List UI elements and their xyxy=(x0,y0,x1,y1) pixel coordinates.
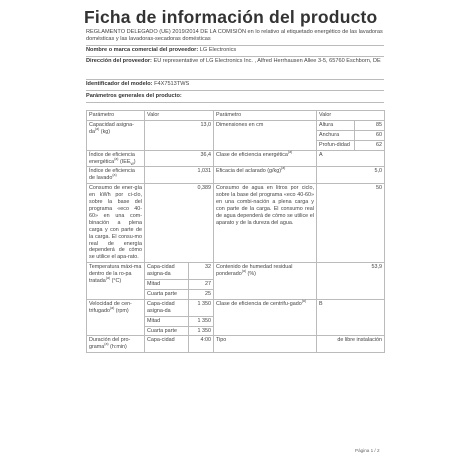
header-value: Valor xyxy=(145,111,214,121)
duration-label: Duración del pro-grama$^{(a)}$ (h:min) xyxy=(87,336,145,353)
temp-quarter-label: Cuarta parte xyxy=(145,289,189,299)
moisture-value: 53,9 xyxy=(317,263,385,300)
spin-half-value: 1 350 xyxy=(189,316,214,326)
width-label: Anchura xyxy=(317,130,355,140)
duration-capacity-value: 4:00 xyxy=(189,336,214,353)
temp-half-value: 27 xyxy=(189,280,214,290)
table-row xyxy=(87,184,385,263)
regulation-text: REGLAMENTO DELEGADO (UE) 2019/2014 DE LA COMISIÓN en lo relativo al etiquetado energético de las lavadoras domésticas y las lavadoras-secadoras domésticas xyxy=(86,29,383,43)
page-title: Ficha de información del producto xyxy=(84,7,378,27)
general-params-label: Parámetros generales del producto: xyxy=(86,93,182,99)
spin-class-label: Clase de eficiencia de centrifu-gado$^{(a)}$ xyxy=(214,299,317,336)
type-value: de libre instalación xyxy=(317,336,385,353)
spin-half-label: Mitad xyxy=(145,316,189,326)
divider xyxy=(86,45,384,46)
height-label: Altura xyxy=(317,120,355,130)
capacity-value: 13,0 xyxy=(145,120,214,150)
temp-capacity-value: 32 xyxy=(189,263,214,280)
eei-value: 36,4 xyxy=(145,150,214,167)
moisture-label: Contenido de humedad residual ponderado$^{(a)}$ (%) xyxy=(214,263,317,300)
water-consumption-label: Consumo de agua en litros por ciclo, sobre la base del programa «eco 40-60» en una combi-nación a plena carga y con parte de la carga. El consumo real de agua dependerá de cómo se utilice el aparato y de la dureza del agua. xyxy=(214,184,317,263)
page-number: Página 1 / 2 xyxy=(355,448,380,453)
model-label: Identificador del modelo: xyxy=(86,81,153,87)
table-row xyxy=(87,167,385,184)
spin-class-value: B xyxy=(317,299,385,336)
height-value: 85 xyxy=(355,120,385,130)
spin-quarter-value: 1 350 xyxy=(189,326,214,336)
width-value: 60 xyxy=(355,130,385,140)
divider xyxy=(86,90,384,91)
address-row xyxy=(86,58,384,65)
supplier-value: LG Electronics xyxy=(199,47,237,53)
spin-label: Velocidad de cen-trifugado$^{(a)}$ (rpm) xyxy=(87,299,145,336)
eei-label: Índice de eficiencia energética$^{(a)}$ $(IEE_W)$ xyxy=(87,150,145,167)
address-label: Dirección del proveedor: xyxy=(86,58,152,64)
depth-label: Profun-didad xyxy=(317,140,355,150)
duration-capacity-label: Capa-cidad xyxy=(145,336,189,353)
temp-half-label: Mitad xyxy=(145,280,189,290)
divider xyxy=(86,79,384,80)
rinsing-label: Eficacia del aclarado $(g/kg)^{(a)}$ xyxy=(214,167,317,184)
table-header-row xyxy=(87,111,385,121)
general-params-row xyxy=(86,93,384,100)
rinsing-value: 5,0 xyxy=(317,167,385,184)
divider xyxy=(86,56,384,57)
model-row xyxy=(86,81,384,88)
table-row xyxy=(87,150,385,167)
type-label: Tipo xyxy=(214,336,317,353)
supplier-label: Nombre o marca comercial del proveedor: xyxy=(86,47,199,53)
table-row xyxy=(87,120,385,130)
energy-consumption-label: Consumo de ener-gía en kWh por ci-clo, sobre la base del programa «eco 40-60» en una com-binación a plena carga y con parte de la carga. El consu-mo real de energía dependerá de cómo se utilice el apa-rato. xyxy=(87,184,145,263)
spin-quarter-label: Cuarta parte xyxy=(145,326,189,336)
temp-quarter-value: 25 xyxy=(189,289,214,299)
spin-capacity-value: 1 350 xyxy=(189,299,214,316)
depth-value: 62 xyxy=(355,140,385,150)
supplier-row xyxy=(86,47,384,54)
table-row xyxy=(87,299,385,316)
washing-label: Índice de eficiencia de lavado$^{(a)}$ xyxy=(87,167,145,184)
temperature-label: Temperatura máxi-ma dentro de la ro-pa tratada$^{(a)}$ (°C) xyxy=(87,263,145,300)
temp-capacity-label: Capa-cidad asigna-da xyxy=(145,263,189,280)
spin-capacity-label: Capa-cidad asigna-da xyxy=(145,299,189,316)
header-param: Parámetro xyxy=(87,111,145,121)
product-parameters-table xyxy=(86,110,385,353)
model-value: F4X7513TWS xyxy=(154,81,190,87)
table-row xyxy=(87,263,385,280)
table-row xyxy=(87,336,385,353)
energy-consumption-value: 0,389 xyxy=(145,184,214,263)
address-value: EU representative of LG Electronics Inc. , Alfred Herrhausen Allee 3-5, 65760 Eschborn, DE xyxy=(153,58,381,64)
header-value: Valor xyxy=(317,111,385,121)
capacity-label: Capacidad asigna-$da^{(a)}$ (kg) xyxy=(87,120,145,150)
washing-value: 1,031 xyxy=(145,167,214,184)
header-param: Parámetro xyxy=(214,111,317,121)
water-consumption-value: 50 xyxy=(317,184,385,263)
dimensions-label: Dimensiones en cm xyxy=(214,120,317,150)
energy-class-label: Clase de eficiencia energética$^{(a)}$ xyxy=(214,150,317,167)
energy-class-value: A xyxy=(317,150,385,167)
divider xyxy=(86,102,384,103)
